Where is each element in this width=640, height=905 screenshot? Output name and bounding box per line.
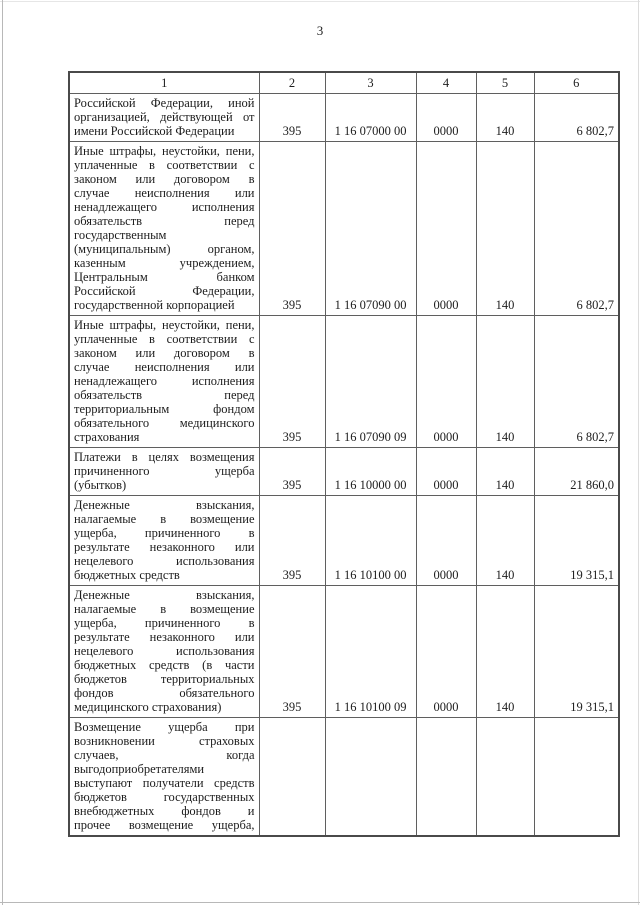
description-line: ненадлежащего исполнения: [74, 374, 255, 388]
cell-kbk-code: 1 16 10100 09: [325, 586, 416, 718]
cell-amount: 6 802,7: [534, 316, 619, 448]
description-line: налагаемые в возмещение: [74, 602, 255, 616]
description-line: ненадлежащего исполнения: [74, 200, 255, 214]
description-line: случаев, когда: [74, 748, 255, 762]
description-line: территориальным фондом: [74, 402, 255, 416]
cell-admin-code: 395: [259, 448, 325, 496]
description-line: Центральным банком: [74, 270, 255, 284]
description-line: случае неисполнения или: [74, 360, 255, 374]
description-line: результате незаконного или: [74, 630, 255, 644]
description-line: выступают получатели средств: [74, 776, 255, 790]
description-line: обязательств перед: [74, 388, 255, 402]
scan-edge-bottom: [0, 902, 640, 903]
cell-analytic-group-code: 140: [476, 142, 534, 316]
description-line: нецелевого использования: [74, 644, 255, 658]
description-line: бюджетов государственных: [74, 790, 255, 804]
scan-edge-top: [0, 1, 640, 2]
description-line: (муниципальным) органом,: [74, 242, 255, 256]
cell-description: [69, 316, 259, 448]
description-line: налагаемые в возмещение: [74, 512, 255, 526]
table-row: [69, 94, 619, 142]
cell-admin-code: [259, 718, 325, 837]
column-header-2: 2: [259, 72, 325, 94]
description-line: ущерба, причиненного в: [74, 616, 255, 630]
cell-subtype-code: 0000: [416, 316, 476, 448]
description-line: Иные штрафы, неустойки, пени,: [74, 144, 255, 158]
description-line: государственной корпорацией: [74, 298, 235, 312]
cell-kbk-code: 1 16 10000 00: [325, 448, 416, 496]
column-header-1: 1: [69, 72, 259, 94]
cell-admin-code: 395: [259, 94, 325, 142]
cell-analytic-group-code: 140: [476, 448, 534, 496]
budget-table: [68, 71, 620, 837]
cell-analytic-group-code: 140: [476, 94, 534, 142]
description-line: Возмещение ущерба при: [74, 720, 255, 734]
cell-kbk-code: 1 16 07090 09: [325, 316, 416, 448]
cell-subtype-code: 0000: [416, 586, 476, 718]
description-line: фондов обязательного: [74, 686, 255, 700]
cell-amount: 21 860,0: [534, 448, 619, 496]
description-line: уплаченные в соответствии с: [74, 158, 255, 172]
page-number: 3: [316, 23, 324, 38]
description-line: казенным учреждением,: [74, 256, 255, 270]
description-line: выгодоприобретателями: [74, 762, 205, 776]
cell-description: [69, 142, 259, 316]
column-header-6: 6: [534, 72, 619, 94]
cell-amount: 19 315,1: [534, 496, 619, 586]
cell-kbk-code: 1 16 07090 00: [325, 142, 416, 316]
column-header-3: 3: [325, 72, 416, 94]
cell-subtype-code: 0000: [416, 496, 476, 586]
cell-description: [69, 718, 259, 837]
table-row: [69, 496, 619, 586]
description-line: бюджетных средств: [74, 568, 180, 582]
cell-analytic-group-code: 140: [476, 586, 534, 718]
cell-amount: 6 802,7: [534, 94, 619, 142]
cell-analytic-group-code: [476, 718, 534, 837]
cell-description: [69, 448, 259, 496]
description-line: имени Российской Федерации: [74, 124, 235, 138]
description-line: Платежи в целях возмещения: [74, 450, 255, 464]
description-line: Иные штрафы, неустойки, пени,: [74, 318, 255, 332]
cell-admin-code: 395: [259, 316, 325, 448]
cell-admin-code: 395: [259, 586, 325, 718]
cell-kbk-code: 1 16 10100 00: [325, 496, 416, 586]
cell-description: [69, 586, 259, 718]
cell-admin-code: 395: [259, 496, 325, 586]
description-line: результате незаконного или: [74, 540, 255, 554]
cell-amount: 6 802,7: [534, 142, 619, 316]
description-line: медицинского страхования): [74, 700, 222, 714]
table-body: [69, 94, 619, 837]
description-line: бюджетных средств (в части: [74, 658, 255, 672]
description-line: законом или договором в: [74, 172, 255, 186]
scan-edge-right: [638, 0, 639, 905]
cell-amount: [534, 718, 619, 837]
description-line: прочее возмещение ущерба,: [74, 818, 255, 832]
description-line: законом или договором в: [74, 346, 255, 360]
column-header-row: [69, 72, 619, 94]
cell-amount: 19 315,1: [534, 586, 619, 718]
description-line: организацией, действующей от: [74, 110, 255, 124]
table-row: [69, 718, 619, 837]
description-line: возникновении страховых: [74, 734, 255, 748]
cell-kbk-code: [325, 718, 416, 837]
cell-admin-code: 395: [259, 142, 325, 316]
cell-analytic-group-code: 140: [476, 316, 534, 448]
table-row: [69, 316, 619, 448]
description-line: Денежные взыскания,: [74, 588, 255, 602]
description-line: бюджетов территориальных: [74, 672, 255, 686]
description-line: обязательного медицинского: [74, 416, 255, 430]
cell-subtype-code: 0000: [416, 94, 476, 142]
description-line: нецелевого использования: [74, 554, 255, 568]
column-header-5: 5: [476, 72, 534, 94]
description-line: ущерба, причиненного в: [74, 526, 255, 540]
cell-kbk-code: 1 16 07000 00: [325, 94, 416, 142]
description-line: Российской Федерации,: [74, 284, 255, 298]
table-row: [69, 448, 619, 496]
description-line: Денежные взыскания,: [74, 498, 255, 512]
table-row: [69, 586, 619, 718]
description-line: (убытков): [74, 478, 127, 492]
cell-subtype-code: 0000: [416, 142, 476, 316]
scan-edge-left: [2, 0, 3, 905]
description-line: уплаченные в соответствии с: [74, 332, 255, 346]
description-line: внебюджетных фондов и: [74, 804, 255, 818]
description-line: причиненного ущерба: [74, 464, 255, 478]
cell-description: [69, 496, 259, 586]
cell-description: [69, 94, 259, 142]
column-header-4: 4: [416, 72, 476, 94]
description-line: обязательств перед: [74, 214, 255, 228]
description-line: государственным: [74, 228, 167, 242]
description-line: случае неисполнения или: [74, 186, 255, 200]
description-line: Российской Федерации, иной: [74, 96, 255, 110]
cell-analytic-group-code: 140: [476, 496, 534, 586]
table-row: [69, 142, 619, 316]
cell-subtype-code: 0000: [416, 448, 476, 496]
description-line: страхования: [74, 430, 140, 444]
cell-subtype-code: [416, 718, 476, 837]
